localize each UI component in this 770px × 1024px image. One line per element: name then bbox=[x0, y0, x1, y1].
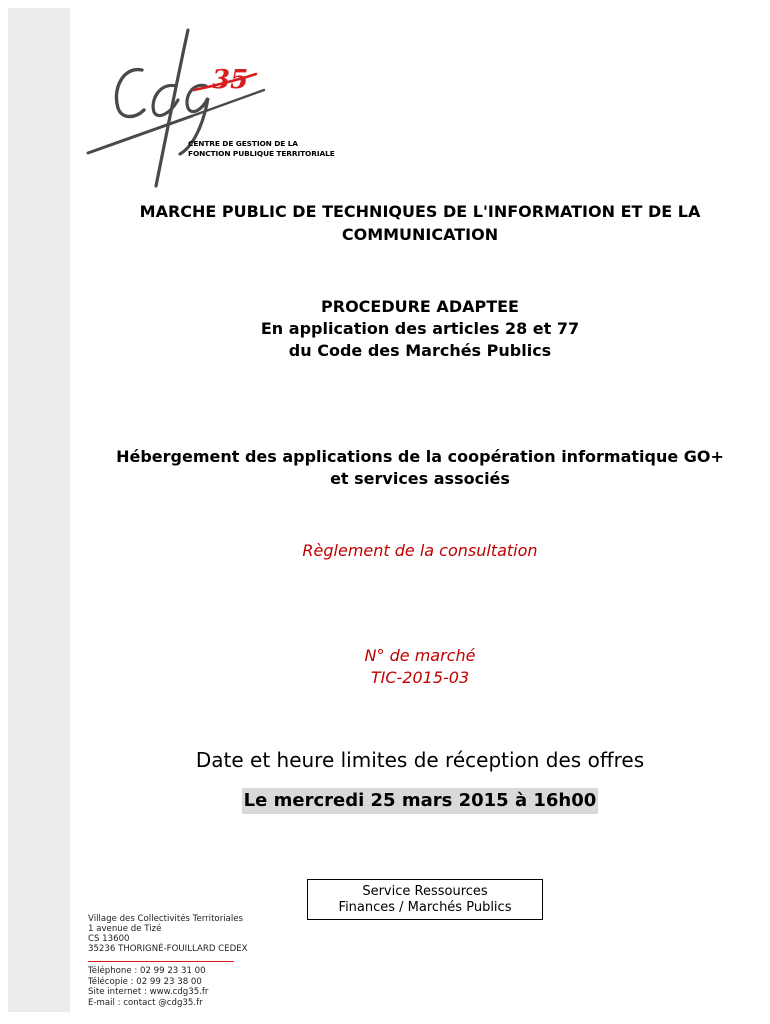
address-line-4: 35236 THORIGNÉ-FOUILLARD CEDEX bbox=[88, 944, 248, 954]
market-number-label: N° de marché bbox=[364, 646, 476, 665]
address-line-3: CS 13600 bbox=[88, 934, 130, 944]
subject-line-1: Hébergement des applications de la coopération informatique GO+ bbox=[116, 447, 724, 466]
deadline-label: Date et heure limites de réception des offres bbox=[195, 748, 645, 772]
market-title-line-2: COMMUNICATION bbox=[341, 225, 499, 244]
logo-caption bbox=[188, 139, 335, 159]
procedure-block bbox=[70, 296, 770, 362]
market-title-line-1: MARCHE PUBLIC DE TECHNIQUES DE L'INFORMATION ET DE LA bbox=[139, 202, 701, 221]
service-box bbox=[307, 879, 543, 920]
procedure-code: du Code des Marchés Publics bbox=[288, 341, 552, 360]
left-margin-band bbox=[8, 8, 70, 1012]
logo-caption-line-2: FONCTION PUBLIQUE TERRITORIALE bbox=[188, 149, 335, 158]
footer-divider bbox=[88, 961, 234, 962]
logo-number: 35 bbox=[212, 65, 249, 95]
market-title bbox=[70, 200, 770, 246]
deadline-date: Le mercredi 25 mars 2015 à 16h00 bbox=[242, 788, 599, 814]
document-type: Règlement de la consultation bbox=[302, 541, 538, 560]
subject-block bbox=[70, 446, 770, 490]
contact-website: Site internet : www.cdg35.fr bbox=[88, 987, 209, 997]
service-line-1: Service Ressources bbox=[362, 884, 488, 899]
contact-fax: Télécopie : 02 99 23 38 00 bbox=[88, 976, 202, 987]
subject-line-2: et services associés bbox=[330, 469, 510, 488]
service-line-2: Finances / Marchés Publics bbox=[338, 900, 512, 915]
address-line-1: Village des Collectivités Territoriales bbox=[88, 914, 244, 924]
contact-details bbox=[88, 966, 208, 1008]
procedure-title: PROCEDURE ADAPTEE bbox=[321, 297, 519, 316]
cdg35-logo-mark bbox=[84, 26, 334, 194]
market-number-block bbox=[70, 645, 770, 689]
contact-email: E-mail : contact @cdg35.fr bbox=[88, 997, 203, 1008]
postal-address bbox=[88, 914, 248, 954]
address-line-2: 1 avenue de Tizé bbox=[88, 924, 162, 934]
logo-caption-line-1: CENTRE DE GESTION DE LA bbox=[188, 139, 298, 148]
procedure-articles: En application des articles 28 et 77 bbox=[260, 319, 580, 338]
cdg35-logo bbox=[84, 26, 334, 194]
deadline-date-row bbox=[70, 788, 770, 814]
market-number-value: TIC-2015-03 bbox=[370, 668, 470, 687]
contact-phone: Téléphone : 02 99 23 31 00 bbox=[88, 966, 206, 976]
